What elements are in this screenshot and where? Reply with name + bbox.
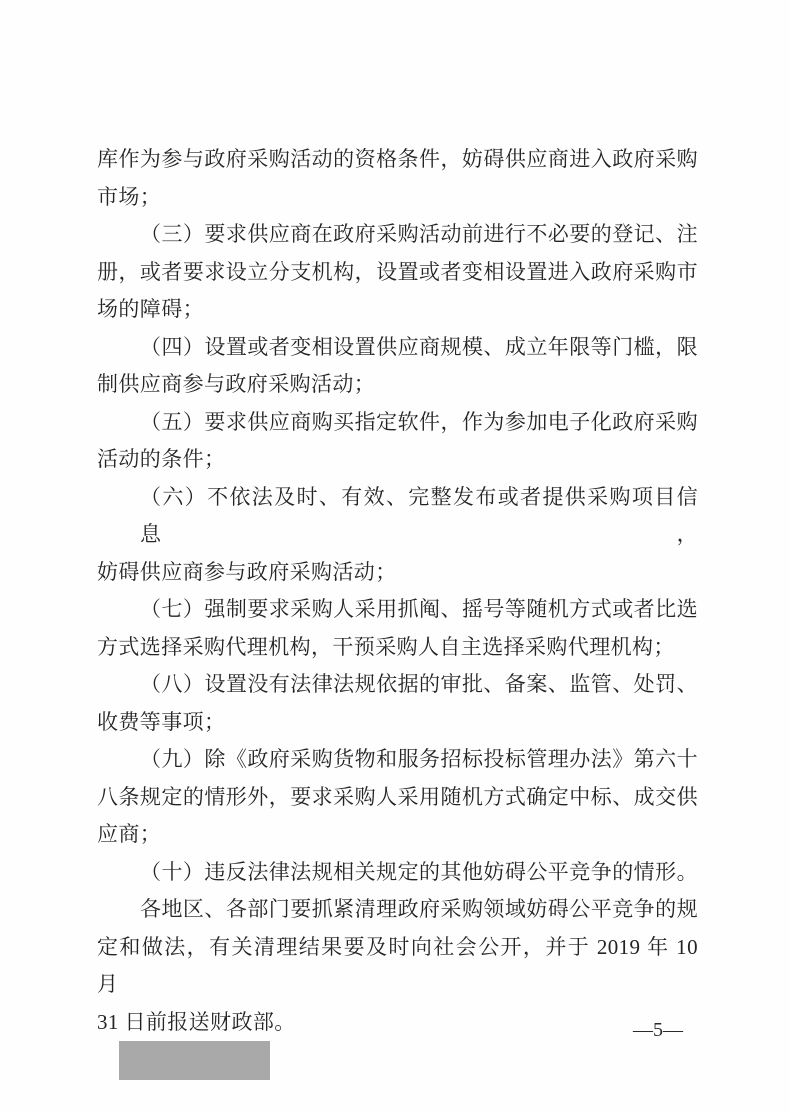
document-body <box>97 141 698 1041</box>
text-line: （八）设置没有法律法规依据的审批、备案、监管、处罚、 <box>140 672 698 696</box>
text-line: 市场； <box>97 184 162 209</box>
text-line: 应商； <box>97 822 162 846</box>
text-line: 八条规定的情形外，要求采购人采用随机方式确定中标、成交供 <box>97 784 698 809</box>
text-line: （三）要求供应商在政府采购活动前进行不必要的登记、注 <box>140 222 698 246</box>
text-line: （六）不依法及时、有效、完整发布或者提供采购项目信息， <box>140 484 698 546</box>
text-line: 方式选择采购代理机构，干预采购人自主选择采购代理机构； <box>97 634 675 659</box>
text-line: 收费等事项； <box>97 709 226 734</box>
text-line: （十）违反法律法规相关规定的其他妨碍公平竞争的情形。 <box>140 859 698 884</box>
text-line: 场的障碍； <box>97 297 204 321</box>
text-line: （九）除《政府采购货物和服务招标投标管理办法》第六十 <box>140 747 698 771</box>
page-number: —5— <box>633 1019 683 1041</box>
text-line: 定和做法，有关清理结果要及时向社会公开，并于 2019 年 10 月 <box>97 934 698 996</box>
text-line: 31 日前报送财政部。 <box>97 1009 296 1034</box>
text-line: （四）设置或者变相设置供应商规模、成立年限等门槛，限 <box>140 334 698 359</box>
text-line: 册，或者要求设立分支机构，设置或者变相设置进入政府采购市 <box>97 259 698 284</box>
text-line: 妨碍供应商参与政府采购活动； <box>97 559 397 584</box>
text-line: 库作为参与政府采购活动的资格条件，妨碍供应商进入政府采购 <box>97 147 698 171</box>
text-line: 制供应商参与政府采购活动； <box>97 372 376 396</box>
redaction-box <box>119 1041 270 1080</box>
text-line: 活动的条件； <box>97 447 226 471</box>
text-line: （七）强制要求采购人采用抓阄、摇号等随机方式或者比选 <box>140 597 698 621</box>
text-line: （五）要求供应商购买指定软件，作为参加电子化政府采购 <box>140 409 698 434</box>
text-line: 各地区、各部门要抓紧清理政府采购领域妨碍公平竞争的规 <box>140 897 698 921</box>
